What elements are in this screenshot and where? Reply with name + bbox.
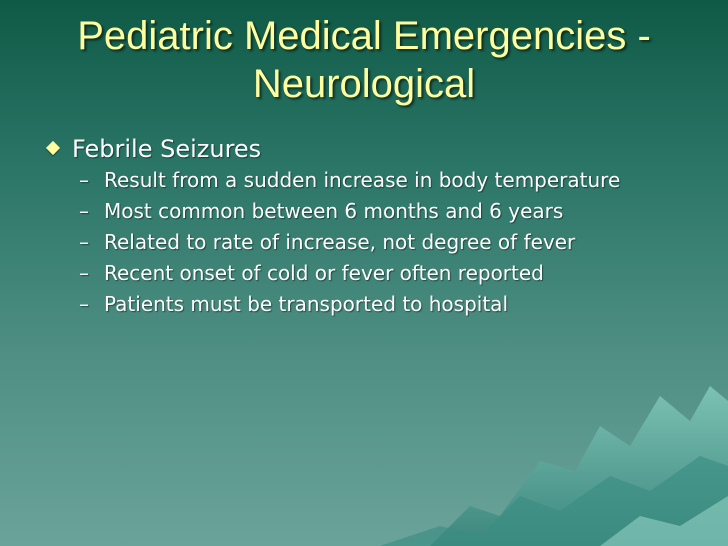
diamond-bullet-icon	[46, 141, 60, 155]
sub-bullet-text: Recent onset of cold or fever often reported	[104, 261, 544, 285]
sub-bullet-item	[46, 262, 718, 285]
dash-marker: –	[79, 230, 89, 254]
slide-content	[46, 134, 718, 324]
sub-bullet-item	[46, 293, 718, 316]
sub-bullet-item	[46, 231, 718, 254]
slide-title: Pediatric Medical Emergencies - Neurological	[77, 14, 651, 106]
bullet-label: Febrile Seizures	[72, 135, 262, 163]
sub-bullet-item	[46, 200, 718, 223]
sub-bullet-text: Patients must be transported to hospital	[104, 292, 508, 316]
dash-marker: –	[79, 292, 89, 316]
sub-bullet-list	[46, 169, 718, 316]
sub-bullet-text: Related to rate of increase, not degree of fever	[104, 230, 576, 254]
sub-bullet-text: Most common between 6 months and 6 years	[104, 199, 564, 223]
dash-marker: –	[79, 261, 89, 285]
sub-bullet-item	[46, 169, 718, 192]
sub-bullet-text: Result from a sudden increase in body temperature	[104, 168, 621, 192]
dash-marker: –	[79, 199, 89, 223]
bullet-febrile-seizures	[46, 134, 718, 164]
mountains-decoration	[0, 366, 728, 546]
dash-marker: –	[79, 168, 89, 192]
